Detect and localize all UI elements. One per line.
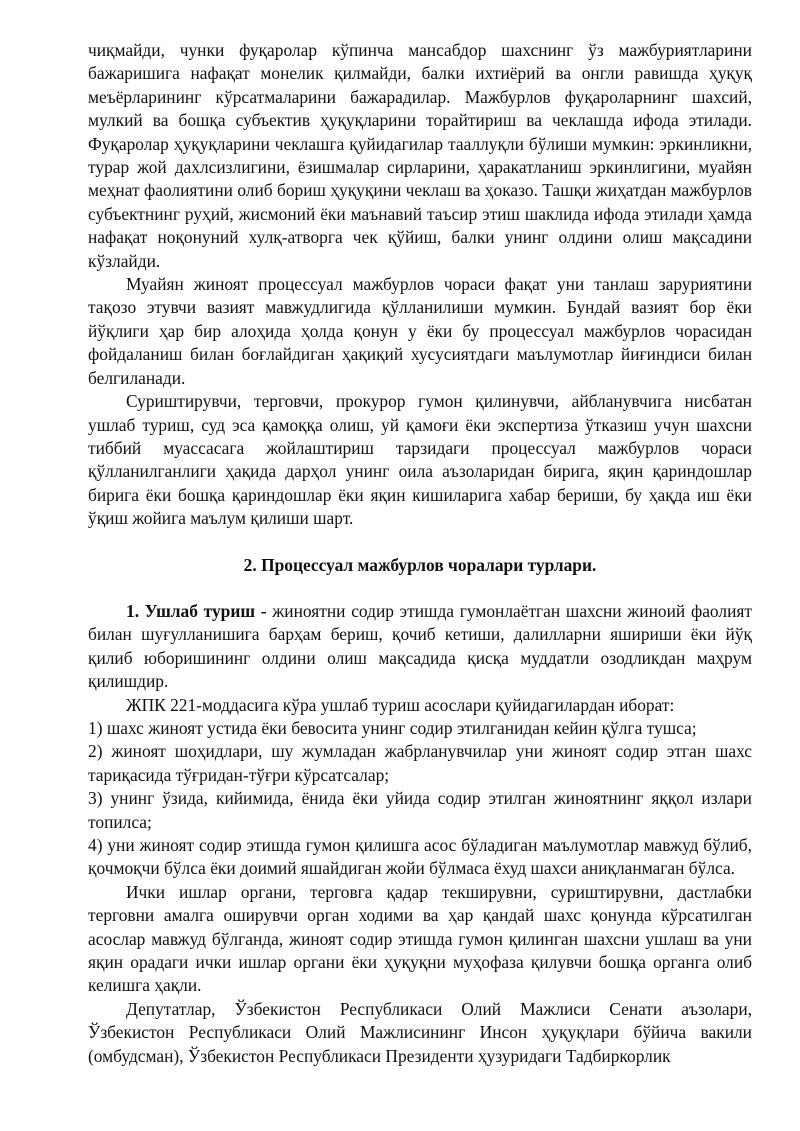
paragraph-intro-2: Муайян жиноят процессуал мажбурлов чораси фақат уни танлаш заруриятини тақозо этувчи вазият мавжудлигида қўлланилиши мумкин. Бундай вазият бор ёки йўқлиги ҳар бир алоҳида ҳолда қонун у ёки бу процессуал мажбурлов чорасидан фойдаланиш билан боғлайдиган ҳақиқий хусусиятдаги маълумотлар йиғиндиси билан белгиланади.	[88, 274, 752, 388]
basis-intro: ЖПК 221-моддасига кўра ушлаб туриш асослари қуйидагилардан иборат:	[126, 694, 675, 715]
section1-text: жиноятни содир этишда гумонлаётган шахсни жиноий фаолият билан шуғулланишига барҳам бериш, қочиб кетиши, далилларни яшириши ёки йўқ қилиб юборишининг олдини олиш мақсадида қисқа муддатли озодликдан маҳрум қилишдир.	[88, 600, 752, 692]
paragraph-end-1: Ички ишлар органи, терговга қадар текширувни, суриштирувни, дастлабки терговни амалга оширувчи орган ходими ва ҳар қандай шахс қонунда кўрсатилган асослар мавжуд бўлганда, жиноят содир этишда гумон қилинган шахсни ушлаш ва уни яқин орадаги ички ишлар органи ёки ҳуқуқни муҳофаза қилувчи бошқа органга олиб келишга ҳақли.	[88, 881, 752, 996]
list-item-3: 3) унинг ўзида, кийимида, ёнида ёки уйида содир этилган жиноятнинг яққол излари топилса;	[88, 788, 752, 832]
section-heading: 2. Процессуал мажбурлов чоралари турлари.	[243, 554, 597, 575]
paragraph-intro-1: чиқмайди, чунки фуқаролар кўпинча мансабдор шахснинг ўз мажбуриятларини бажаришига нафақат монелик қилмайди, балки ихтиёрий ва онгли равишда ҳуқуқ меъёрларининг кўрсатмаларини бажарадилар. Мажбурлов фуқароларнинг шахсий, мулкий ва бошқа субъектив ҳуқуқларини торайтириш ва чеклашда ифода этилади. Фуқаролар ҳуқуқларини чеклашга қуйидагилар тааллуқли бўлиши мумкин: эркинликни, турар жой дахлсизлигини, ёзишмалар сирларини, ҳаракатланиш эркинлигини, муайян меҳнат фаолиятини олиб бориш ҳуқуқини чеклаш ва ҳоказо. Ташқи жиҳатдан мажбурлов субъектнинг руҳий, жисмоний ёки маънавий таъсир этиш шаклида ифода этилади ҳамда нафақат ноқонуний хулқ-атворга чек қўйиш, балки унинг олдини олиш мақсадини кўзлайди.	[88, 40, 752, 271]
list-item-1: 1) шахс жиноят устида ёки бевосита унинг содир этилганидан кейин қўлга тушса;	[88, 717, 697, 738]
section1-lead: 1. Ушлаб туриш -	[126, 600, 267, 621]
list-item-2: 2) жиноят шоҳидлари, шу жумладан жабрланувчилар уни жиноят содир этган шахс тариқасида тўғридан-тўғри кўрсатсалар;	[88, 741, 752, 785]
paragraph-intro-3: Суриштирувчи, терговчи, прокурор гумон қилинувчи, айбланувчига нисбатан ушлаб туриш, суд эса қамоққа олиш, уй қамоғи ёки экспертиза ўтказиш учун шахсни тиббий муассасага жойлаштириш тарзидаги процессуал мажбурлов чораси қўлланилганлиги ҳақида дарҳол унинг оила аъзоларидан бирига, яқин қариндошлар бирига ёки бошқа қариндошлар ёки яқин кишиларига хабар бериши, бу ҳақда иш ёки ўқиш жойига маълум қилиши шарт.	[88, 391, 752, 529]
list-item-4: 4) уни жиноят содир этишда гумон қилишга асос бўладиган маълумотлар мавжуд бўлиб, қочмоқчи бўлса ёки доимий яшайдиган жойи бўлмаса ёхуд шахси аниқланмаган бўлса.	[88, 835, 752, 879]
section1-paragraph	[88, 600, 752, 694]
paragraph-end-2: Депутатлар, Ўзбекистон Республикаси Олий Мажлиси Сенати аъзолари, Ўзбекистон Республикаси Олий Мажлисининг Инсон ҳуқуқлари бўйича вакили (омбудсман), Ўзбекистон Республикаси Президенти ҳузуридаги Тадбиркорлик	[88, 998, 752, 1066]
